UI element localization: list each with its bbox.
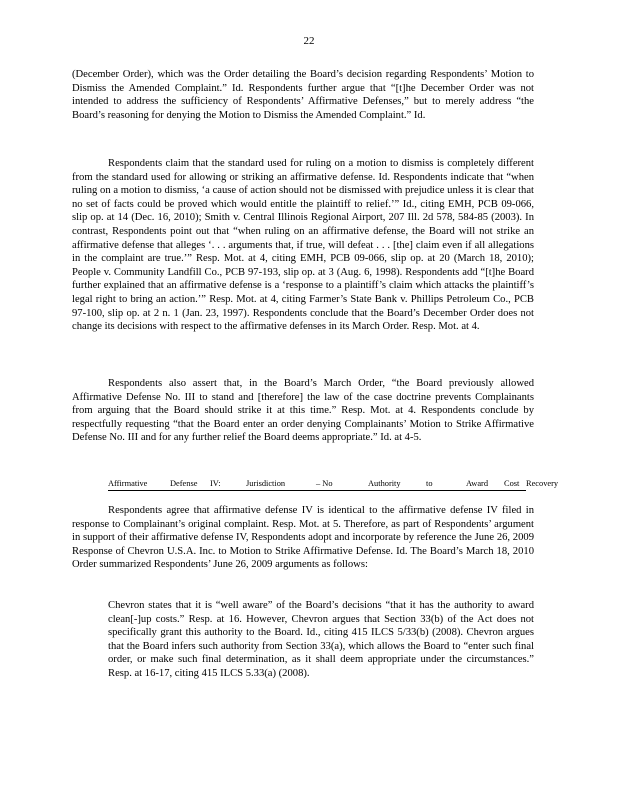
heading-word: Recovery (526, 479, 559, 488)
heading-word: Award (466, 479, 489, 488)
block-quote: Chevron states that it is “well aware” of the Board’s decisions “that it has the authority to award clean[-]up costs.” Resp. at 16. However, Chevron argues that Section 33(b) of the Act does not specifically grant this authority to the Board. Id., citing 415 ILCS 5/33(b) (2008). Chevron argues that the Board infers such authority from Section 33(a), which allows the Board to “enter such final order, or make such final determination, as it shall deem appropriate under the circumstances.” Resp. at 16-17, citing 415 ILCS 5.33(a) (2008). (108, 600, 534, 679)
paragraph-december-order: (December Order), which was the Order detailing the Board’s decision regarding Respondents’ Motion to Dismiss the Amended Complaint.” Id. Respondents further argue that “[t]he December Order was not intended to address the sufficiency of Respondents’ Affirmative Defenses,” but to merely address “the Board’s reasoning for denying the Motion to Dismiss the Amended Complaint.” Id. (72, 69, 534, 121)
heading-word: Cost (504, 479, 520, 488)
section-heading (108, 478, 559, 491)
paragraph-law-of-the-case (72, 377, 534, 445)
paragraph-standard-of-review (72, 157, 534, 334)
page-number: 22 (303, 35, 315, 47)
heading-word: Affirmative (108, 479, 148, 488)
heading-word: to (426, 479, 433, 488)
heading-word: Authority (368, 479, 401, 488)
heading-word: IV: (210, 479, 221, 488)
heading-word: – No (316, 479, 333, 488)
heading-word: Defense (170, 479, 198, 488)
paragraph-affirmative-defense-iv (72, 504, 534, 572)
heading-word: Jurisdiction (246, 479, 286, 488)
paragraph-law-of-the-case-text: Respondents also assert that, in the Board’s March Order, “the Board previously allowed Affirmative Defense No. III to stand and [therefore] the law of the case doctrine prevents Complainants from arguing that the Board should strike it at this time.” Resp. Mot. at 4. Respondents conclude by respectfully requesting “that the Board enter an order denying Complainants’ Motion to Strike Affirmative Defense No. III and for any further relief the Board deems appropriate.” Id. at 4-5. (72, 378, 534, 444)
paragraph-standard-of-review-text: Respondents claim that the standard used for ruling on a motion to dismiss is completely different from the standard used for allowing or striking an affirmative defense. Id. Respondents indicate that “when ruling on a motion to dismiss, ‘a cause of action should not be dismissed with prejudice unless it is clear that no set of facts could be proved which would entitle the plaintiff to relief.’” Id., citing EMH, PCB 09-066, slip op. at 14 (Dec. 16, 2010); Smith v. Central Illinois Regional Airport, 207 Ill. 2d 578, 584-85 (2003). In contrast, Respondents point out that “when ruling on an affirmative defense, the Board will not strike an affirmative defense that alleges ‘. . . arguments that, if true, will defeat . . . [the] claim even if all allegations in the complaint are true.’” Resp. Mot. at 4, citing EMH, PCB 09-066, slip op. at 20 (March 18, 2010); People v. Community Landfill Co., PCB 97-193, slip op. at 3 (Aug. 6, 1998). Respondents add “[t]he Board further explained that an affirmative defense is a ‘response to a plaintiff’s claim which attacks the plaintiff’s legal right to bring an action.’” Resp. Mot. at 4, citing Farmer’s State Bank v. Phillips Petroleum Co., PCB 97-100, slip op. at 2 n. 1 (Jan. 23, 1997). Respondents conclude that the Board’s December Order does not change its decisions with respect to the affirmative defenses in its March Order. Resp. Mot. at 4. (72, 158, 534, 333)
paragraph-affirmative-defense-iv-text: Respondents agree that affirmative defense IV is identical to the affirmative defense IV filed in response to Complainant’s original complaint. Resp. Mot. at 5. Therefore, as part of Respondents’ argument in support of their affirmative defense IV, Respondents adopt and incorporate by reference the June 26, 2009 Response of Chevron U.S.A. Inc. to Motion to Strike Affirmative Defense. Id. The Board’s March 18, 2010 Order summarized Respondents’ June 26, 2009 arguments as follows: (72, 505, 534, 571)
